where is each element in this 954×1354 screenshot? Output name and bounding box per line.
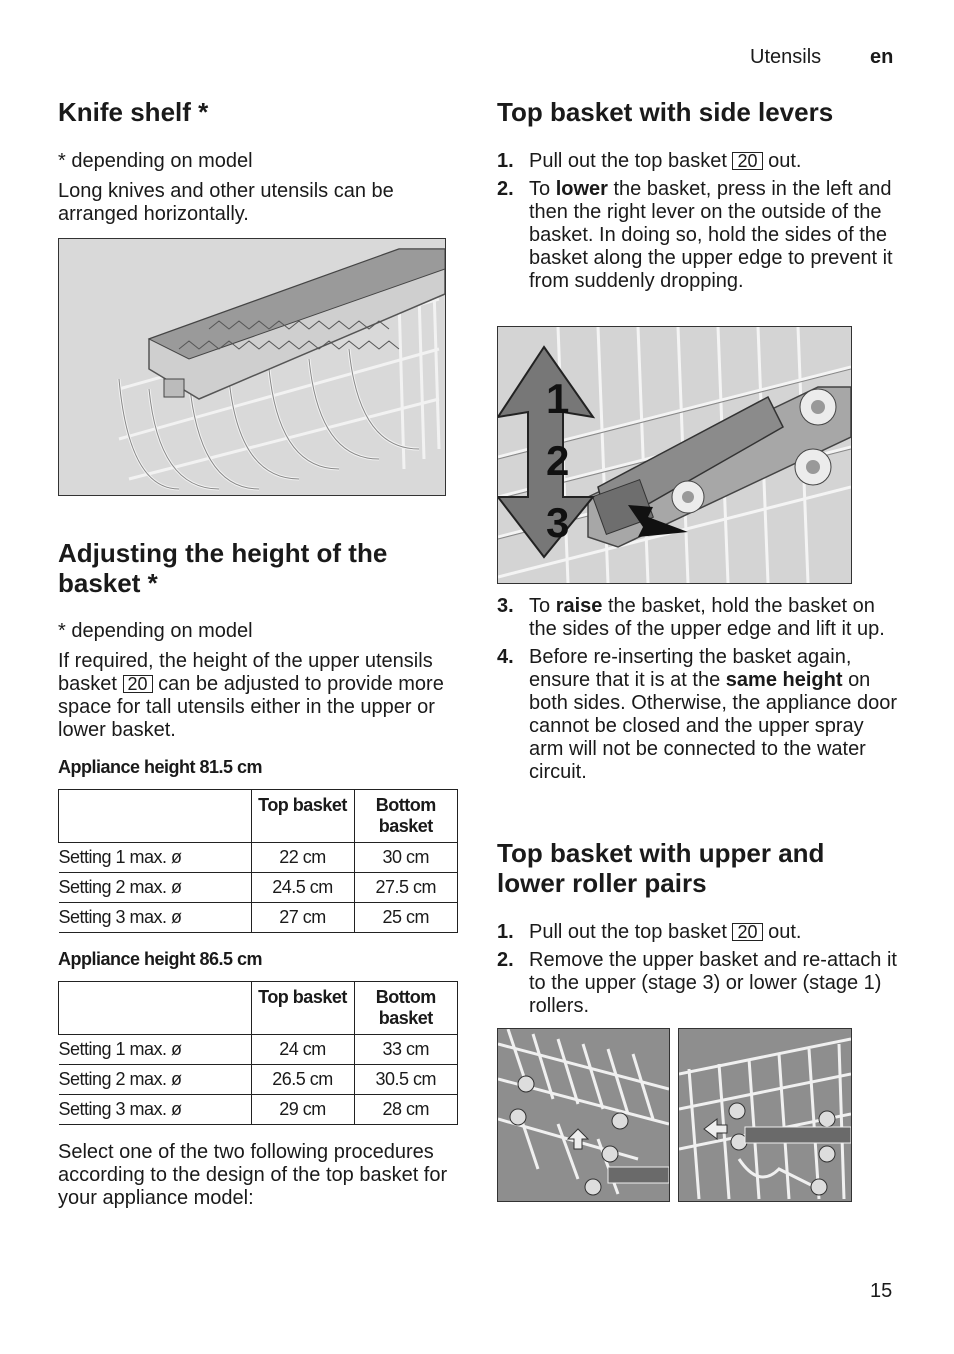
step-text: To	[529, 178, 551, 200]
basket-number-box: 20	[732, 152, 762, 170]
step-number: 2.	[497, 949, 514, 971]
table-cell: 22 cm	[251, 843, 354, 873]
header-language: en	[870, 46, 894, 68]
page-number: 15	[870, 1280, 893, 1302]
header-section-title: Utensils	[750, 46, 822, 68]
table-cell: 27.5 cm	[354, 873, 458, 903]
side-levers-steps-a	[497, 150, 897, 293]
step-text: To	[529, 595, 551, 617]
table-cell: 24.5 cm	[251, 873, 354, 903]
list-item	[497, 595, 897, 641]
step-text: on both sides. Otherwise, the appliance door cannot be closed and the upper spray arm will not be connected to the water circuit.	[529, 669, 897, 783]
table-cell: 30.5 cm	[354, 1065, 458, 1095]
table-cell: 30 cm	[354, 843, 458, 873]
table-header-top-basket: Top basket	[251, 982, 354, 1035]
list-item	[497, 150, 897, 173]
table-cell: 25 cm	[354, 903, 458, 933]
knife-shelf-figure	[58, 238, 446, 496]
figure-step-3: 3	[546, 499, 570, 546]
adjust-text	[58, 650, 458, 742]
step-text: Before re-inserting the basket again, ensure that it is at the	[529, 646, 852, 691]
adjust-height-title	[58, 538, 458, 598]
adjust-note: * depending on model	[58, 620, 253, 642]
step-text: Remove the upper basket and re-attach it to the upper (stage 3) or lower (stage 1) rollers.	[529, 949, 897, 1017]
table-cell: Setting 1 max. ø	[59, 843, 252, 873]
basket-number-box: 20	[123, 675, 153, 693]
table-header-top-basket: Top basket	[251, 790, 354, 843]
table-header-empty	[59, 982, 252, 1035]
step-emphasis: lower	[555, 178, 608, 200]
adjust-text-pre: If required, the height of the upper utensils basket	[58, 650, 433, 695]
adjust-text-post: can be adjusted to provide more space for tall utensils either in the upper or lower basket.	[58, 673, 444, 741]
step-text: out.	[768, 921, 802, 943]
step-emphasis: raise	[555, 595, 603, 617]
roller-title-line2: lower roller pairs	[497, 868, 707, 898]
figure-step-1: 1	[546, 375, 570, 422]
table2-caption: Appliance height 86.5 cm	[58, 949, 263, 969]
table-row	[59, 1095, 458, 1125]
knife-shelf-title: Knife shelf *	[58, 97, 209, 127]
step-text: Pull out the top basket	[529, 150, 727, 172]
closing-text: Select one of the two following procedures according to the design of the top basket for your appliance model:	[58, 1141, 448, 1209]
step-text: Pull out the top basket	[529, 921, 727, 943]
table1-caption: Appliance height 81.5 cm	[58, 757, 263, 777]
knife-shelf-note: * depending on model	[58, 150, 253, 172]
step-text: the basket, press in the left and then the right lever on the outside of the basket. In doing so, hold the sides of the basket along the upper edge to prevent it from suddenly dropping.	[529, 178, 893, 292]
step-emphasis: same height	[725, 669, 843, 691]
side-levers-figure	[497, 326, 852, 584]
table-cell: Setting 3 max. ø	[59, 1095, 252, 1125]
table-row	[59, 873, 458, 903]
list-item	[497, 949, 897, 1018]
adjust-title-line1: Adjusting the height of the	[58, 538, 388, 568]
figure-step-2: 2	[546, 437, 570, 484]
step-number: 4.	[497, 646, 514, 668]
table-row	[59, 903, 458, 933]
list-item	[497, 178, 897, 293]
table-cell: 27 cm	[251, 903, 354, 933]
table-cell: 33 cm	[354, 1035, 458, 1065]
table-cell: Setting 2 max. ø	[59, 873, 252, 903]
table-cell: 24 cm	[251, 1035, 354, 1065]
roller-pairs-steps	[497, 921, 897, 1018]
table-cell: Setting 1 max. ø	[59, 1035, 252, 1065]
list-item	[497, 921, 897, 944]
table-cell: 29 cm	[251, 1095, 354, 1125]
height-table-81-5	[58, 789, 458, 933]
list-item	[497, 646, 897, 784]
table-row	[59, 1065, 458, 1095]
roller-figure-lower	[497, 1028, 670, 1202]
height-table-86-5	[58, 981, 458, 1125]
roller-title-line1: Top basket with upper and	[497, 838, 825, 868]
step-text: out.	[768, 150, 802, 172]
table-cell: Setting 2 max. ø	[59, 1065, 252, 1095]
adjust-title-line2: basket *	[58, 568, 158, 598]
step-number: 1.	[497, 150, 514, 172]
table-cell: 26.5 cm	[251, 1065, 354, 1095]
step-number: 3.	[497, 595, 514, 617]
table-cell: 28 cm	[354, 1095, 458, 1125]
table-cell: Setting 3 max. ø	[59, 903, 252, 933]
step-number: 1.	[497, 921, 514, 943]
table-row	[59, 843, 458, 873]
side-levers-steps-b	[497, 595, 897, 784]
table-row	[59, 1035, 458, 1065]
roller-pairs-title	[497, 838, 917, 898]
knife-shelf-text: Long knives and other utensils can be arranged horizontally.	[58, 180, 394, 225]
step-number: 2.	[497, 178, 514, 200]
roller-figure-upper	[678, 1028, 852, 1202]
table-header-bottom-basket: Bottom basket	[354, 982, 458, 1035]
step-text: the basket, hold the basket on the sides of the upper edge and lift it up.	[529, 595, 885, 640]
table-header-empty	[59, 790, 252, 843]
basket-number-box: 20	[732, 923, 762, 941]
side-levers-title: Top basket with side levers	[497, 97, 834, 127]
table-header-bottom-basket: Bottom basket	[354, 790, 458, 843]
